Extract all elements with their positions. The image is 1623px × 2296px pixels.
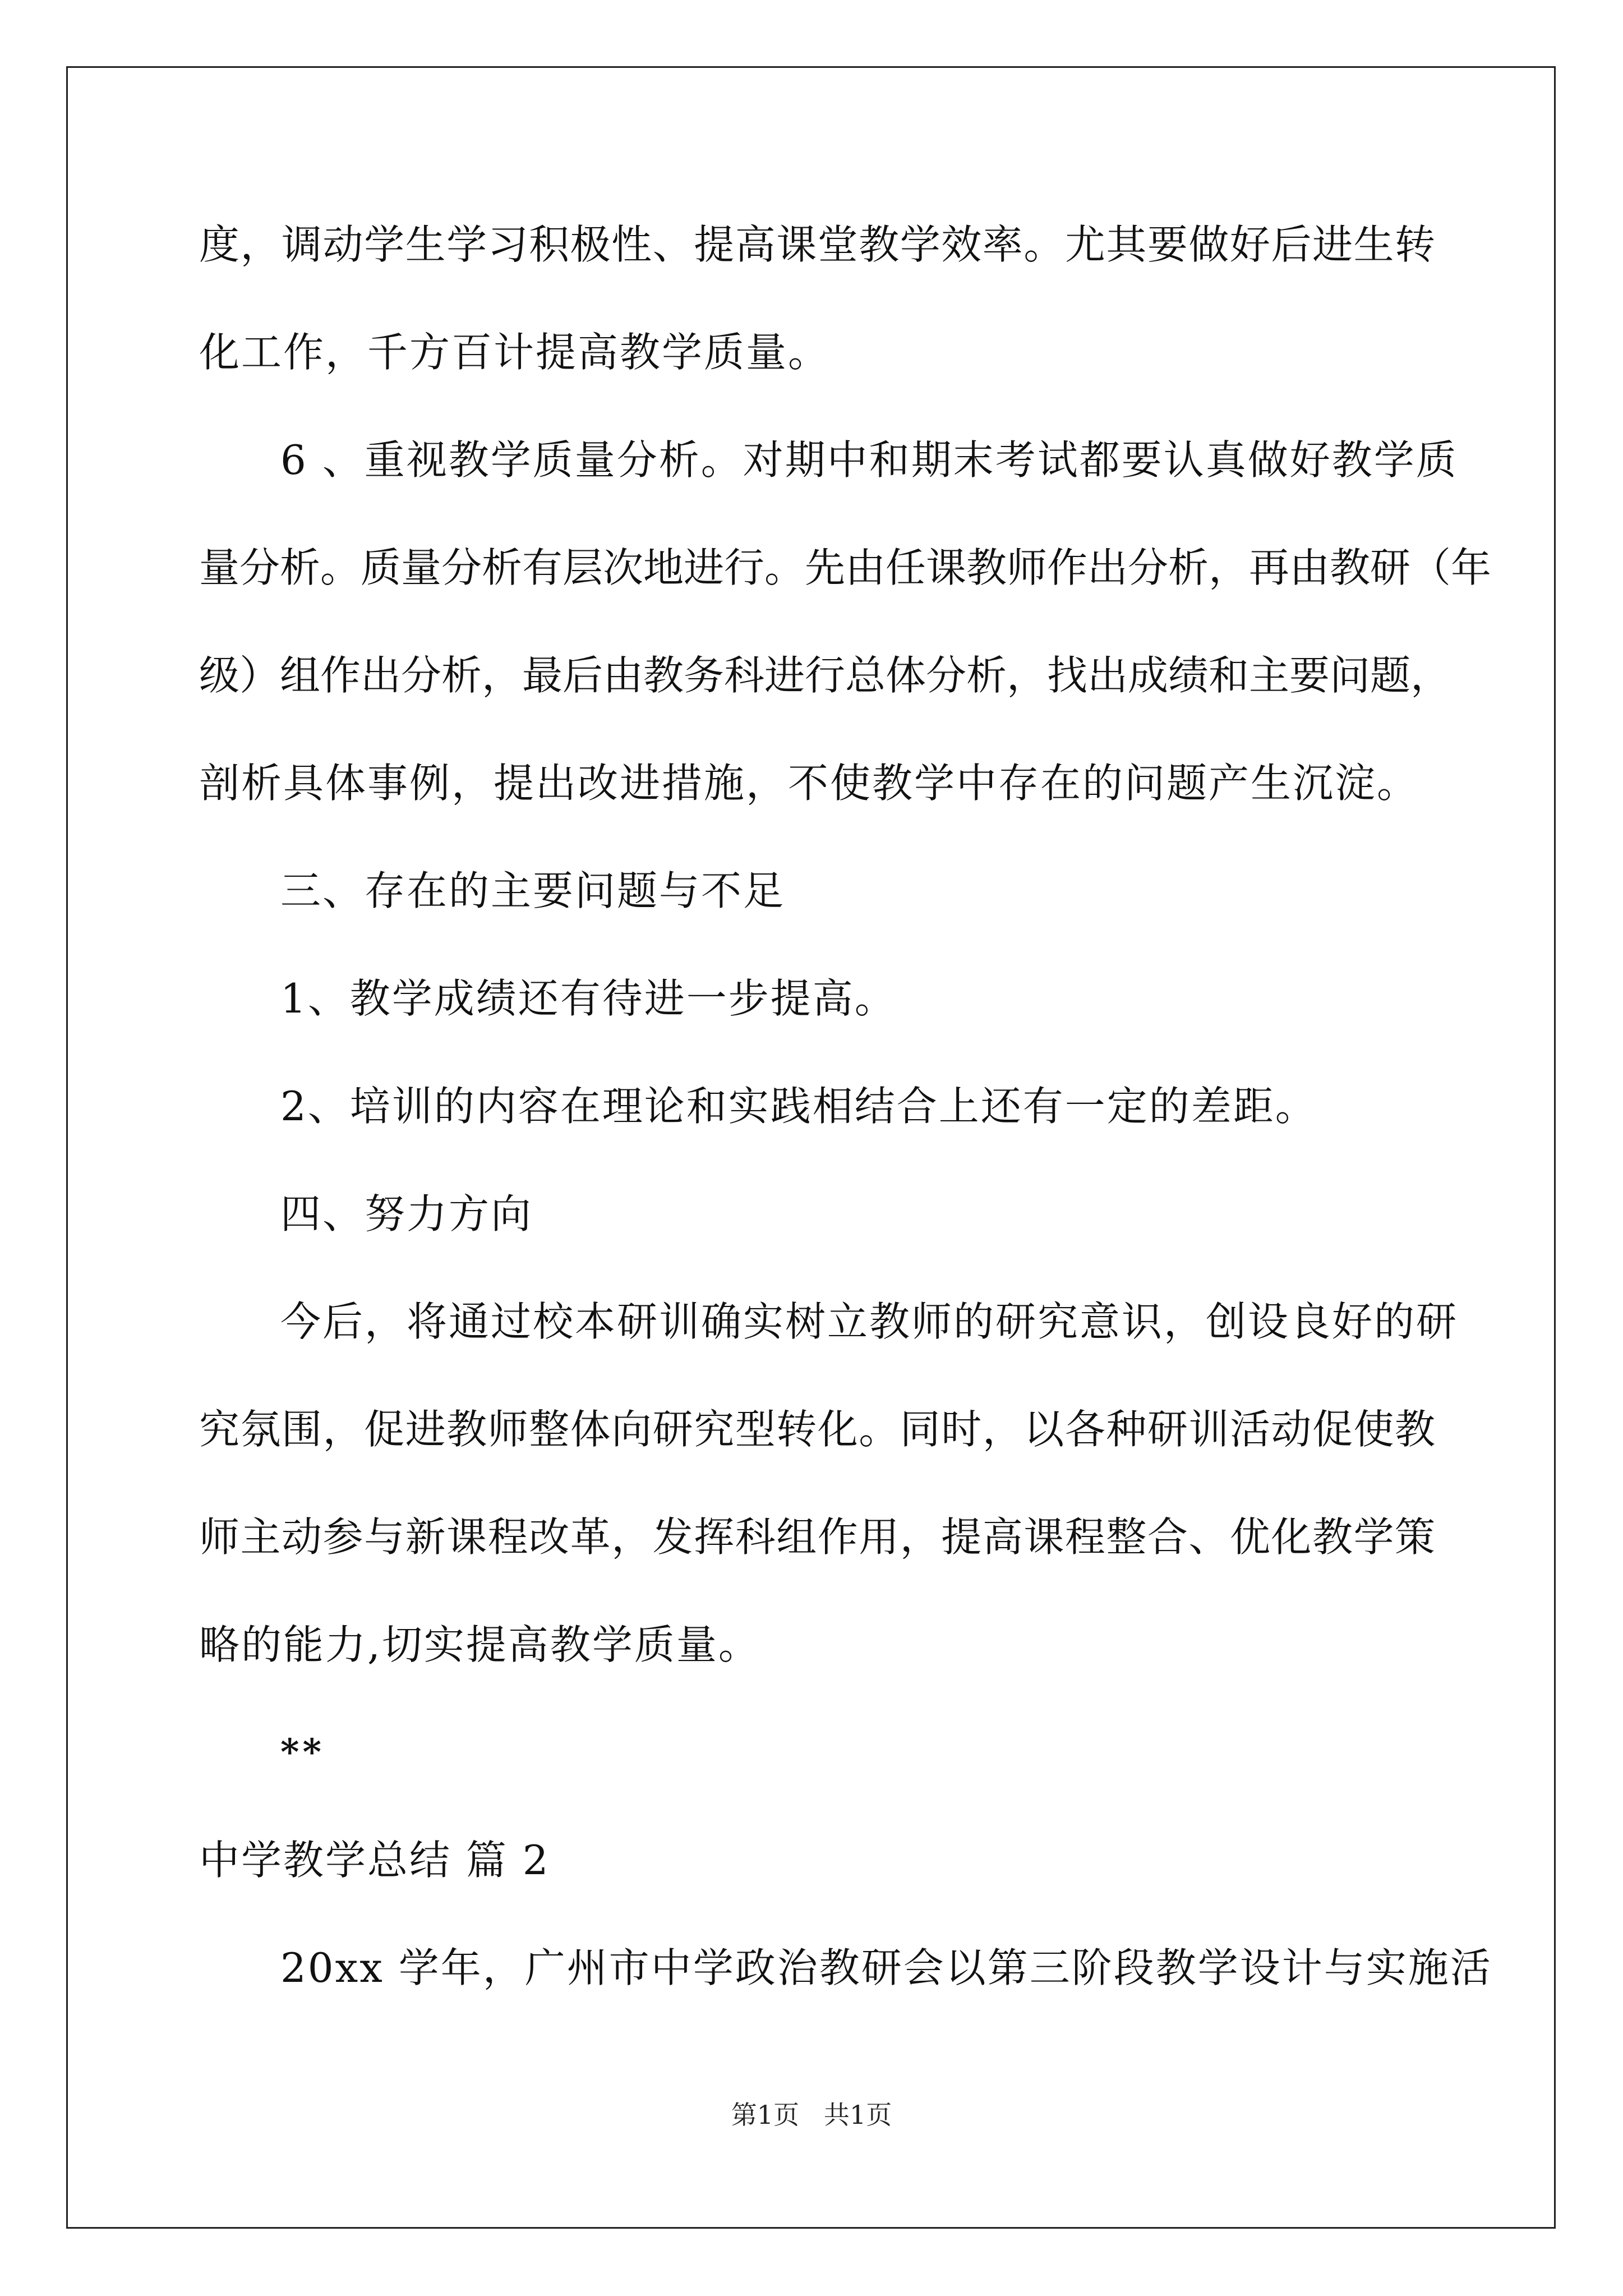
paragraph-line: 20xx 学年，广州市中学政治教研会以第三阶段教学设计与实施活 — [280, 1944, 1492, 1991]
paragraph-line: 略的能力,切实提高教学质量。 — [199, 1621, 760, 1668]
paragraph-line: 6 、重视教学质量分析。对期中和期末考试都要认真做好教学质 — [280, 436, 1458, 484]
paragraph-line: 究氛围，促进教师整体向研究型转化。同时，以各种研训活动促使教 — [199, 1406, 1435, 1453]
page-footer: 第1页 共1页 — [731, 2100, 892, 2130]
paragraph-line: 级）组作出分析，最后由教务科进行总体分析，找出成绩和主要问题， — [199, 652, 1451, 699]
section-heading: 三、存在的主要问题与不足 — [280, 867, 786, 914]
list-item: 2、培训的内容在理论和实践相结合上还有一定的差距。 — [280, 1083, 1317, 1130]
list-item: 1、教学成绩还有待进一步提高。 — [280, 975, 897, 1022]
section-heading: 四、努力方向 — [280, 1190, 533, 1237]
paragraph-line: 量分析。质量分析有层次地进行。先由任课教师作出分析，再由教研（年 — [199, 544, 1492, 591]
paragraph-line: 度，调动学生学习积极性、提高课堂教学效率。尤其要做好后进生转 — [199, 221, 1435, 268]
separator-stars: ** — [280, 1731, 325, 1773]
paragraph-line: 今后，将通过校本研训确实树立教师的研究意识，创设良好的研 — [280, 1298, 1459, 1345]
paragraph-line: 剖析具体事例，提出改进措施，不使教学中存在的问题产生沉淀。 — [199, 760, 1419, 807]
article-title: 中学教学总结 篇 2 — [199, 1837, 550, 1884]
paragraph-line: 师主动参与新课程改革，发挥科组作用，提高课程整合、优化教学策 — [199, 1513, 1435, 1561]
paragraph-line: 化工作，千方百计提高教学质量。 — [199, 329, 831, 376]
page-border — [66, 66, 1556, 2229]
